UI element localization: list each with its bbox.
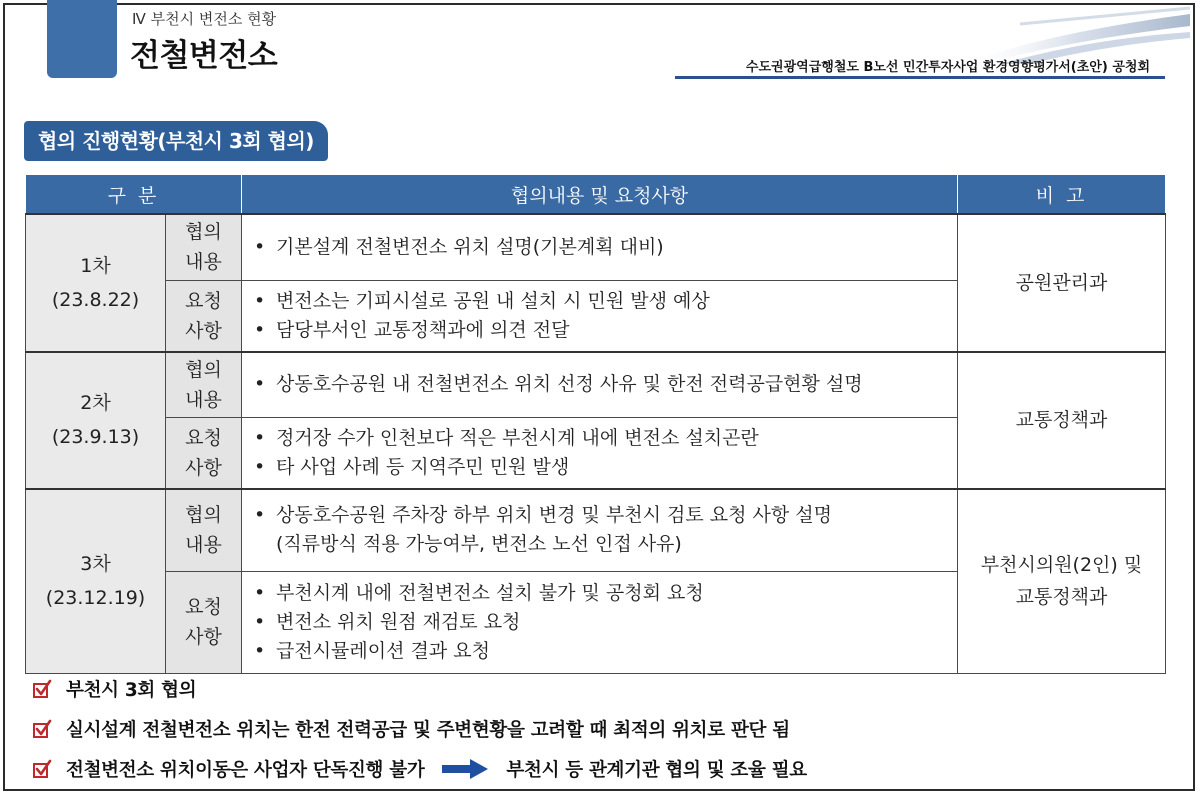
note-cell [958, 352, 1166, 490]
request-content-cell [242, 280, 958, 352]
round-cell [26, 489, 166, 673]
note-cell [958, 214, 1166, 352]
list-item: • 기본설계 전철변전소 위치 설명(기본계획 대비) [254, 235, 664, 258]
summary-item [32, 716, 790, 742]
list-item: • 상동호수공원 주차장 하부 위치 변경 및 부천시 검토 요청 사항 설명 [254, 504, 832, 527]
header-accent-block [47, 0, 117, 78]
round-cell [26, 214, 166, 352]
type-label: 내용 [185, 534, 222, 557]
request-type-cell [166, 280, 242, 352]
checkbox-checked-icon [32, 719, 52, 739]
list-item: • 담당부서인 교통정책과에 의견 전달 [254, 318, 570, 341]
round-date: (23.9.13) [51, 426, 140, 449]
note-text: 부천시의원(2인) 및 [980, 554, 1143, 577]
right-arrow-icon [442, 758, 488, 780]
table-row [26, 352, 1166, 418]
type-label: 내용 [185, 388, 222, 411]
consult-type-cell [166, 489, 242, 571]
list-item: • 급전시뮬레이션 결과 요청 [254, 639, 490, 662]
summary-text: 실시설계 전철변전소 위치는 한전 전력공급 및 주변현황을 고려할 때 최적의 위치로 판단 됨 [66, 720, 790, 741]
summary-item [32, 756, 807, 782]
type-label: 요청 [185, 596, 222, 618]
list-item: • 타 사업 사례 등 지역주민 민원 발생 [254, 456, 570, 478]
header-decoration-image [960, 4, 1190, 64]
type-label: 협의 [185, 358, 222, 381]
note-text: 공원관리과 [1015, 271, 1108, 294]
consult-content-cell [242, 214, 958, 280]
type-label: 내용 [185, 251, 222, 274]
note-text: 교통정책과 [1015, 586, 1108, 609]
type-label: 요청 [185, 289, 222, 312]
summary-text: 부천시 3회 협의 [66, 680, 197, 701]
list-item: • 변전소는 기피시설로 공원 내 설치 시 민원 발생 예상 [254, 289, 710, 312]
round-label: 1차 [80, 254, 111, 277]
page-title: 전철변전소 [130, 38, 278, 74]
list-item: • 부천시계 내에 전철변전소 설치 불가 및 공청회 요청 [254, 581, 704, 604]
round-label: 3차 [80, 553, 111, 576]
header-category: 구 분 [26, 175, 242, 215]
document-title: 수도권광역급행철도 B노선 민간투자사업 환경영향평가서(초안) 공청회 [745, 60, 1150, 75]
type-label: 사항 [185, 319, 222, 342]
list-item: • 변전소 위치 원점 재검토 요청 [254, 610, 521, 633]
summary-item [32, 676, 196, 702]
consult-content-cell [242, 352, 958, 418]
table-row [26, 214, 1166, 280]
subtitle-banner: 협의 진행현황(부천시 3회 협의) [24, 121, 328, 161]
type-label: 요청 [185, 427, 222, 449]
list-item: • 정거장 수가 인천보다 적은 부천시계 내에 변전소 설치곤란 [254, 427, 759, 449]
table-row [26, 489, 1166, 571]
round-cell [26, 352, 166, 490]
consult-content-cell [242, 489, 958, 571]
list-item-subnote: (직류방식 적용 가능여부, 변전소 노선 인접 사유) [276, 533, 682, 556]
header-content: 협의내용 및 요청사항 [242, 175, 958, 215]
consult-type-cell [166, 352, 242, 418]
list-item: • 상동호수공원 내 전철변전소 위치 선정 사유 및 한전 전력공급현황 설명 [254, 373, 863, 396]
note-text: 교통정책과 [1015, 409, 1108, 432]
checkbox-checked-icon [32, 679, 52, 699]
note-cell [958, 489, 1166, 673]
round-date: (23.8.22) [51, 288, 140, 311]
request-content-cell [242, 418, 958, 490]
type-label: 사항 [185, 457, 222, 479]
header-note: 비 고 [958, 175, 1166, 215]
summary-text: 전철변전소 위치이동은 사업자 단독진행 불가 [66, 760, 425, 781]
type-label: 사항 [185, 626, 222, 648]
header-divider [675, 76, 1165, 79]
summary-result-text: 부천시 등 관계기관 협의 및 조율 필요 [506, 760, 807, 781]
type-label: 협의 [185, 221, 222, 244]
request-content-cell [242, 571, 958, 673]
type-label: 협의 [185, 504, 222, 527]
round-date: (23.12.19) [45, 587, 146, 610]
request-type-cell [166, 571, 242, 673]
consultation-table [25, 174, 1166, 674]
checkbox-checked-icon [32, 759, 52, 779]
round-label: 2차 [80, 392, 111, 415]
section-label: Ⅳ 부천시 변전소 현황 [132, 10, 277, 28]
request-type-cell [166, 418, 242, 490]
consult-type-cell [166, 214, 242, 280]
